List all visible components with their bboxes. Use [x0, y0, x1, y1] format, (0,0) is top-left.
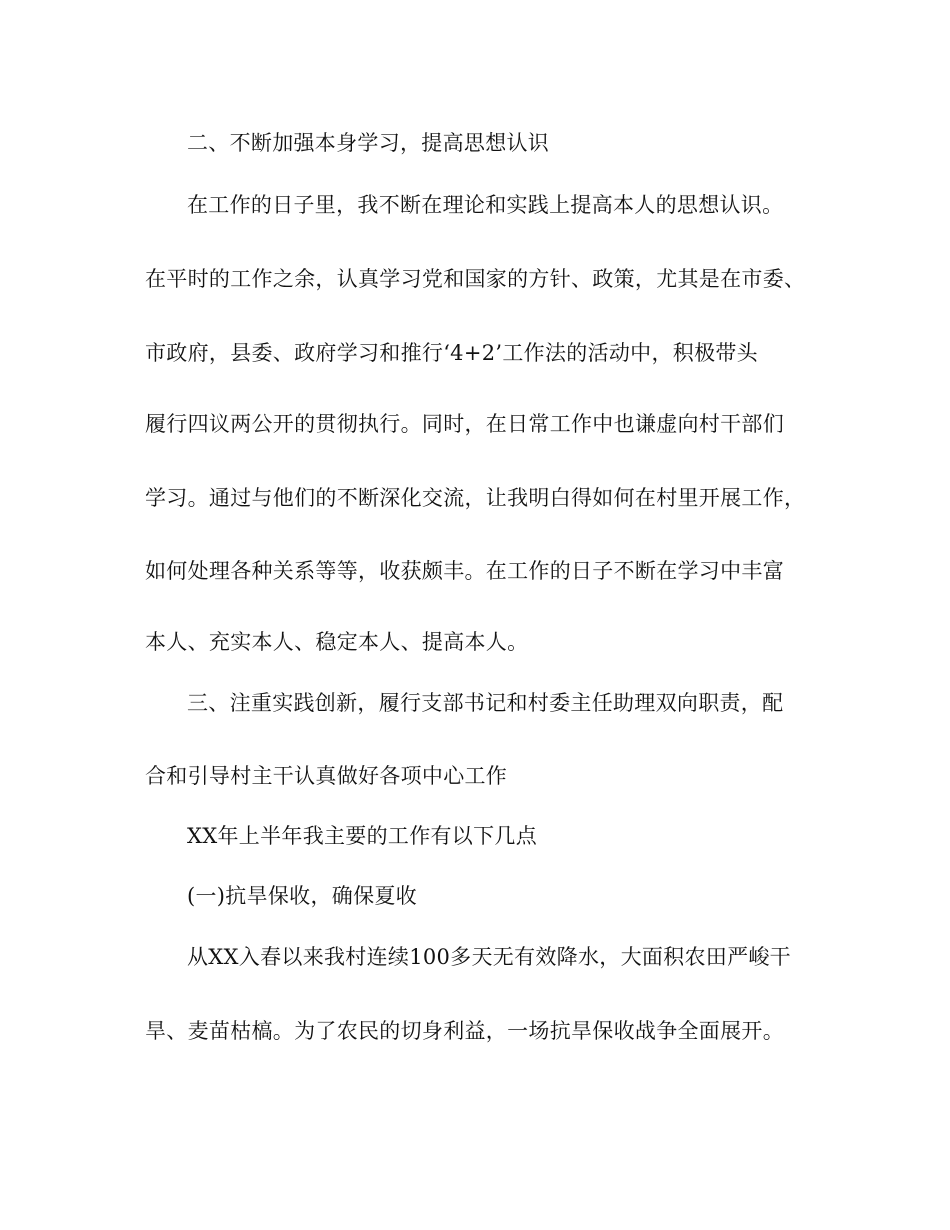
section-heading-2: 二、不断加强本身学习，提高思想认识 — [187, 131, 550, 155]
paragraph-line: 如何处理各种关系等等，收获颇丰。在工作的日子不断在学习中丰富 — [145, 559, 784, 583]
paragraph-line: 履行四议两公开的贯彻执行。同时，在日常工作中也谦虚向村干部们 — [145, 412, 784, 436]
paragraph-line: 学习。通过与他们的不断深化交流，让我明白得如何在村里开展工作， — [145, 486, 806, 510]
subsection-heading: (一)抗旱保收，确保夏收 — [187, 884, 417, 908]
paragraph-line: 旱、麦苗枯槁。为了农民的切身利益，一场抗旱保收战争全面展开。 — [145, 1019, 784, 1043]
paragraph-line: 在工作的日子里，我不断在理论和实践上提高本人的思想认识。 — [187, 193, 784, 217]
paragraph-line: 本人、充实本人、稳定本人、提高本人。 — [145, 630, 529, 654]
paragraph-line: XX年上半年我主要的工作有以下几点 — [187, 824, 537, 848]
section-heading-3: 三、注重实践创新，履行支部书记和村委主任助理双向职责，配 — [187, 691, 784, 715]
paragraph-line: 市政府，县委、政府学习和推行‘4+2’工作法的活动中，积极带头 — [145, 341, 758, 365]
section-heading-3-continued: 合和引导村主干认真做好各项中心工作 — [145, 764, 508, 788]
paragraph-line: 从XX入春以来我村连续100多天无有效降水，大面积农田严峻干 — [187, 945, 791, 969]
paragraph-line: 在平时的工作之余，认真学习党和国家的方针、政策，尤其是在市委、 — [145, 267, 806, 291]
